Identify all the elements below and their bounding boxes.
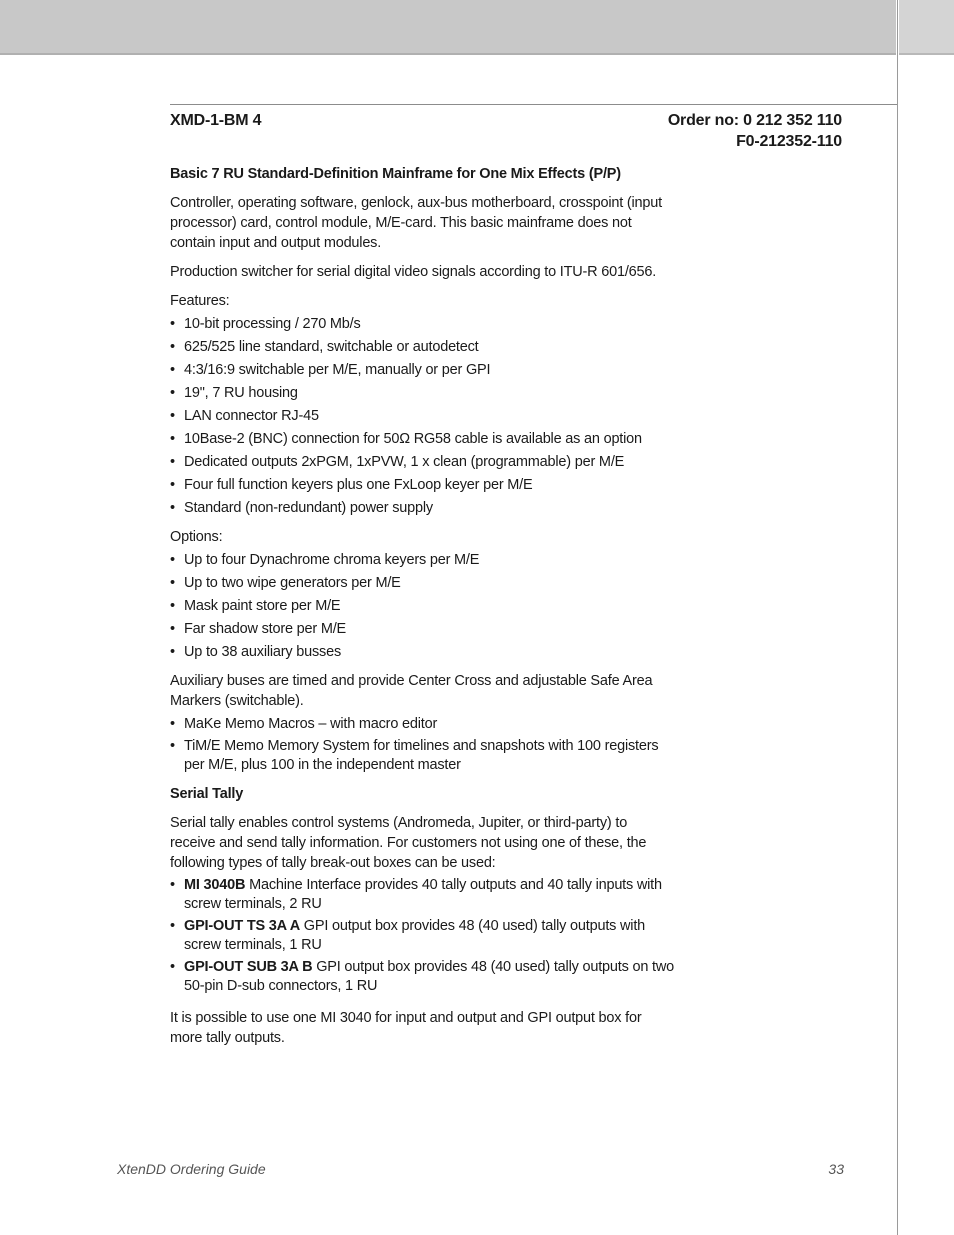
list-item: • Up to two wipe generators per M/E [170,573,675,593]
tally-box-name: GPI-OUT TS 3A A [184,918,300,934]
features-list [170,314,675,518]
order-block [668,110,842,152]
list-item: • TiM/E Memo Memory System for timelines and snapshots with 100 registers per M/E, plus 100 in the independent master [170,737,675,775]
list-item: • LAN connector RJ-45 [170,406,675,426]
serial-tally-title: Serial Tally [170,786,244,802]
list-item [170,917,675,955]
page-number: 33 [828,1161,844,1177]
tally-box-name: GPI-OUT SUB 3A B [184,959,313,975]
list-item: • Far shadow store per M/E [170,619,675,639]
right-margin-rule [897,0,898,1235]
product-title: Basic 7 RU Standard-Definition Mainframe for One Mix Effects (P/P) [170,166,621,182]
tally-box-desc: GPI output box provides 48 (40 used) tally outputs with screw terminals, 1 RU [184,918,646,953]
tally-box-desc: Machine Interface provides 40 tally outputs and 40 tally inputs with screw terminals, 2 RU [184,877,662,912]
features-label: Features: [170,293,230,309]
options-list [170,550,675,662]
tally-box-desc: GPI output box provides 48 (40 used) tally outputs on two 50-pin D-sub connectors, 1 RU [184,959,674,994]
list-item: • Mask paint store per M/E [170,596,675,616]
top-corner-tab-edge [899,53,954,55]
list-item: • Standard (non-redundant) power supply [170,498,675,518]
list-item: • 10Base-2 (BNC) connection for 50Ω RG58 cable is available as an option [170,429,675,449]
description-paragraph: Production switcher for serial digital video signals according to ITU-R 601/656. [170,264,657,280]
header-rule [170,104,897,105]
product-header [170,110,842,152]
top-corner-tab [899,0,954,53]
page-footer [117,1161,844,1177]
product-code: XMD-1-BM 4 [170,112,262,129]
tally-box-list [170,876,675,996]
list-item: • Up to 38 auxiliary busses [170,642,675,662]
aux-note-paragraph: Auxiliary buses are timed and provide Center Cross and adjustable Safe Area Markers (switchable). [170,673,653,709]
list-item: • 625/525 line standard, switchable or autodetect [170,337,675,357]
top-banner [0,0,896,53]
intro-paragraph: Controller, operating software, genlock, aux-bus motherboard, crosspoint (input processor) card, control module, M/E-card. This basic mainframe does not contain input and output modules. [170,195,662,251]
list-item: • Dedicated outputs 2xPGM, 1xPVW, 1 x clean (programmable) per M/E [170,452,675,472]
options-label: Options: [170,529,223,545]
order-number: Order no: 0 212 352 110 [667,112,842,129]
list-item: • Up to four Dynachrome chroma keyers per M/E [170,550,675,570]
order-reference: F0-212352-110 [736,133,842,150]
list-item [170,876,675,914]
list-item: • 19", 7 RU housing [170,383,675,403]
list-item: • MaKe Memo Macros – with macro editor [170,714,675,734]
tally-box-name: MI 3040B [184,877,246,893]
list-item [170,958,675,996]
list-item: • 10-bit processing / 270 Mb/s [170,314,675,334]
memo-list [170,714,675,775]
list-item: • 4:3/16:9 switchable per M/E, manually or per GPI [170,360,675,380]
serial-tally-paragraph: Serial tally enables control systems (Andromeda, Jupiter, or third-party) to receive and send tally information. For customers not using one of these, the following types of tally break-out boxes can be used: [170,815,647,871]
footer-guide-name: XtenDD Ordering Guide [117,1161,266,1177]
closing-paragraph: It is possible to use one MI 3040 for input and output and GPI output box for more tally outputs. [170,1010,642,1046]
document-body [170,110,842,1048]
top-banner-edge [0,53,896,55]
list-item: • Four full function keyers plus one FxLoop keyer per M/E [170,475,675,495]
